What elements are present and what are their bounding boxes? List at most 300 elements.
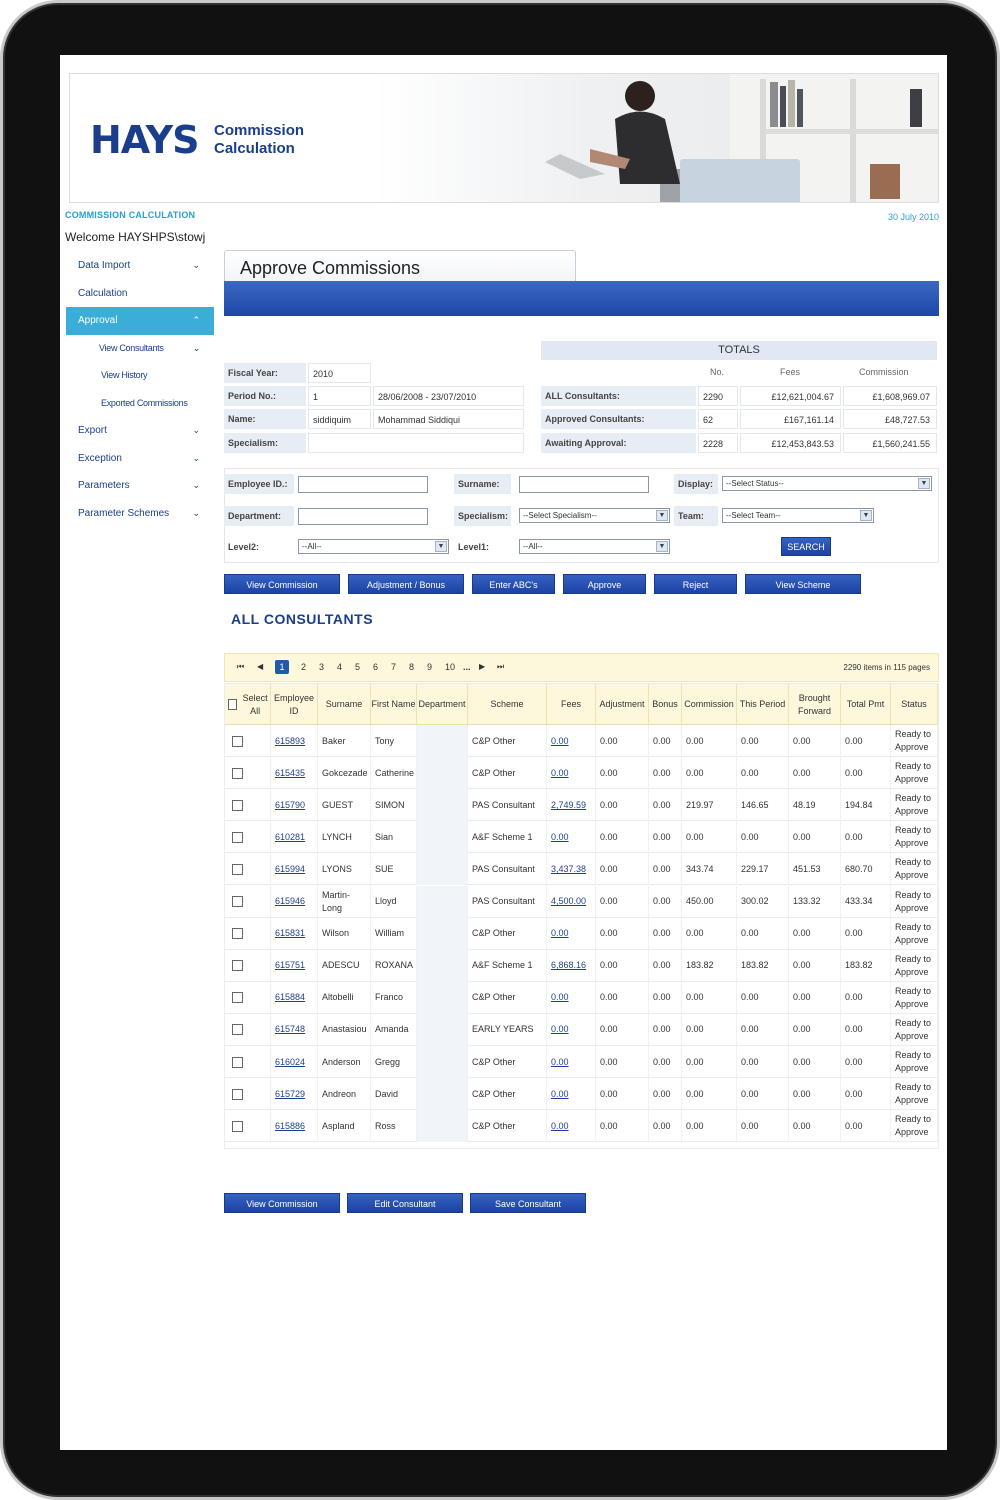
table-cell [271, 886, 318, 918]
row-checkbox[interactable] [232, 1121, 243, 1132]
table-cell [318, 950, 371, 982]
table-cell [371, 982, 417, 1014]
table-cell [417, 853, 468, 885]
cell-id[interactable]: 615790 [275, 799, 306, 810]
search-button[interactable]: SEARCH [781, 537, 831, 556]
table-cell [318, 789, 371, 821]
level1-select[interactable]: --All-- ▼ [519, 539, 670, 554]
specialism-value [308, 433, 524, 453]
adjustment-bonus-button[interactable]: Adjustment / Bonus [348, 574, 464, 594]
sidebar-nav [66, 252, 214, 527]
table-row [225, 1046, 938, 1078]
first-page-icon[interactable]: ⏮ [237, 662, 245, 671]
sidebar-item-parameters[interactable]: Parameters ⌄ [66, 472, 214, 500]
cell-id[interactable]: 610281 [275, 831, 306, 842]
row-checkbox[interactable] [232, 736, 243, 747]
column-header[interactable]: Adjustment [596, 684, 649, 725]
cell-adj: 0.00 [600, 767, 618, 778]
sidebar-item-view-consultants[interactable]: View Consultants ⌄ [66, 335, 214, 363]
table-cell [891, 789, 938, 821]
table-cell [649, 757, 682, 789]
select-cell [225, 886, 271, 918]
period-range: 28/06/2008 - 23/07/2010 [373, 386, 524, 406]
page-link[interactable]: 10 [445, 662, 456, 672]
table-cell [417, 1078, 468, 1110]
table-cell [318, 886, 371, 918]
cell-bf: 48.19 [793, 799, 816, 810]
cell-bf: 0.00 [793, 735, 811, 746]
cell-status: Ready to Approve [895, 953, 932, 977]
select-cell [225, 725, 271, 757]
cell-total: 433.34 [845, 896, 873, 906]
cell-status: Ready to Approve [895, 1017, 932, 1041]
table-row [225, 821, 938, 853]
table-cell [682, 918, 737, 950]
totals-fees: £12,621,004.67 [740, 386, 841, 406]
cell-id[interactable]: 615751 [275, 960, 306, 971]
chevron-down-icon: ⌄ [192, 425, 200, 435]
cell-fees[interactable]: 0.00 [551, 767, 569, 778]
cell-fees[interactable]: 0.00 [551, 992, 569, 1003]
cell-first: ROXANA [375, 960, 414, 971]
cell-adj: 0.00 [600, 928, 618, 939]
cell-status: Ready to Approve [895, 857, 932, 881]
column-header[interactable]: Surname [318, 684, 371, 725]
table-cell [318, 1046, 371, 1078]
page-ellipsis[interactable]: ... [463, 662, 471, 672]
table-row [225, 950, 938, 982]
cell-fees[interactable]: 0.00 [551, 1056, 569, 1067]
table-cell [789, 1014, 841, 1046]
chevron-down-icon: ▼ [656, 510, 668, 521]
table-cell [468, 757, 547, 789]
page-link[interactable]: 6 [373, 662, 379, 672]
row-checkbox[interactable] [232, 1057, 243, 1068]
table-cell [547, 1046, 596, 1078]
table-cell [789, 886, 841, 918]
cell-scheme: C&P Other [472, 1056, 516, 1067]
cell-bf: 0.00 [793, 1024, 811, 1035]
section-title: ALL CONSULTANTS [231, 611, 374, 627]
totals-title: TOTALS [541, 341, 937, 360]
cell-first: Catherine [375, 767, 415, 778]
cell-bf: 133.32 [793, 896, 821, 906]
column-header[interactable]: Scheme [468, 684, 547, 725]
column-header[interactable]: Department [417, 684, 468, 725]
row-checkbox[interactable] [232, 1089, 243, 1100]
cell-fees[interactable]: 2,749.59 [551, 799, 587, 810]
table-cell [841, 853, 891, 885]
row-checkbox[interactable] [232, 960, 243, 971]
cell-adj: 0.00 [600, 1024, 618, 1035]
enter-abc-button[interactable]: Enter ABC's [472, 574, 555, 594]
cell-total: 0.00 [845, 1088, 863, 1099]
table-cell [468, 1014, 547, 1046]
cell-surname: Anderson [322, 1056, 361, 1067]
table-cell [789, 757, 841, 789]
name-label: Name: [224, 409, 306, 429]
chevron-down-icon: ▼ [435, 541, 447, 552]
table-cell [841, 918, 891, 950]
table-cell [841, 886, 891, 918]
table-cell [547, 789, 596, 821]
table-cell [737, 1014, 789, 1046]
table-cell [649, 918, 682, 950]
column-header[interactable]: Brought Forward [789, 684, 841, 725]
cell-adj: 0.00 [600, 960, 618, 971]
row-checkbox[interactable] [232, 768, 243, 779]
cell-bf: 0.00 [793, 767, 811, 778]
title-bar [224, 281, 939, 316]
cell-surname: Andreon [322, 1088, 357, 1099]
cell-bonus: 0.00 [653, 735, 671, 746]
cell-scheme: C&P Other [472, 1120, 516, 1131]
specialism-select[interactable]: --Select Specialism-- ▼ [519, 508, 670, 523]
table-cell [891, 918, 938, 950]
totals-no: 2228 [698, 433, 738, 453]
cell-fees[interactable]: 0.00 [551, 1120, 569, 1131]
table-cell [789, 1110, 841, 1142]
cell-period: 0.00 [741, 1024, 759, 1035]
table-cell [417, 950, 468, 982]
cell-surname: GUEST [322, 799, 354, 810]
cell-period: 0.00 [741, 992, 759, 1003]
table-cell [737, 1078, 789, 1110]
select-cell [225, 918, 271, 950]
table-cell [371, 886, 417, 918]
cell-status: Ready to Approve [895, 729, 932, 752]
row-checkbox[interactable] [232, 896, 243, 907]
page-link[interactable]: 2 [301, 662, 307, 672]
sidebar-item-data-import[interactable]: Data Import ⌄ [66, 252, 214, 280]
totals-commission: £1,560,241.55 [843, 433, 937, 453]
table-cell [318, 982, 371, 1014]
table-cell [417, 1046, 468, 1078]
table-cell [547, 821, 596, 853]
cell-total: 0.00 [845, 1120, 863, 1131]
cell-bonus: 0.00 [653, 928, 671, 939]
cell-fees[interactable]: 0.00 [551, 928, 569, 939]
table-cell [271, 821, 318, 853]
cell-total: 0.00 [845, 767, 863, 778]
level2-select[interactable]: --All-- ▼ [298, 539, 449, 554]
column-header[interactable]: First Name [371, 684, 417, 725]
table-cell [271, 853, 318, 885]
table-cell [271, 757, 318, 789]
cell-fees[interactable]: 3,437.38 [551, 863, 587, 874]
totals-no: 62 [698, 409, 738, 429]
table-header [225, 684, 938, 725]
table-cell [271, 1078, 318, 1110]
chevron-down-icon: ▼ [656, 541, 668, 552]
cell-id[interactable]: 615893 [275, 735, 306, 746]
cell-fees[interactable]: 0.00 [551, 1024, 569, 1035]
table-cell [318, 1110, 371, 1142]
page-link-current[interactable]: 1 [275, 660, 289, 674]
team-select[interactable]: --Select Team-- ▼ [722, 508, 874, 523]
table-cell [649, 886, 682, 918]
table-cell [271, 950, 318, 982]
sidebar-item-parameter-schemes[interactable]: Parameter Schemes ⌄ [66, 500, 214, 528]
cell-bonus: 0.00 [653, 767, 671, 778]
sidebar-item-export[interactable]: Export ⌄ [66, 417, 214, 445]
page-link[interactable]: 8 [409, 662, 415, 672]
cell-adj: 0.00 [600, 1056, 618, 1067]
display-select[interactable]: --Select Status-- ▼ [722, 476, 932, 491]
cell-bf: 0.00 [793, 1056, 811, 1067]
column-header[interactable]: Fees [547, 684, 596, 725]
header-banner [69, 73, 939, 203]
table-cell [737, 757, 789, 789]
surname-input[interactable] [519, 476, 649, 493]
cell-status: Ready to Approve [895, 921, 932, 945]
table-cell [371, 853, 417, 885]
page-link[interactable]: 5 [355, 662, 361, 672]
column-header[interactable]: Status [891, 684, 938, 725]
cell-first: Franco [375, 992, 404, 1003]
table-row [225, 918, 938, 950]
cell-scheme: C&P Other [472, 928, 516, 939]
table-cell [596, 725, 649, 757]
table-cell [318, 1078, 371, 1110]
chevron-down-icon: ⌄ [192, 507, 200, 518]
row-checkbox[interactable] [232, 800, 243, 811]
table-cell [649, 1046, 682, 1078]
cell-comm: 0.00 [686, 831, 704, 842]
table-cell [737, 821, 789, 853]
table-cell [682, 853, 737, 885]
table-cell [318, 918, 371, 950]
cell-scheme: C&P Other [472, 767, 516, 778]
table-cell [596, 1110, 649, 1142]
table-cell [468, 853, 547, 885]
table-cell [417, 918, 468, 950]
view-scheme-button[interactable]: View Scheme [745, 574, 861, 594]
table-cell [789, 821, 841, 853]
sidebar-item-approval[interactable]: Approval ⌃ [66, 307, 214, 335]
period-label: Period No.: [224, 386, 306, 406]
select-cell [225, 1078, 271, 1110]
section-label: COMMISSION CALCULATION [65, 210, 196, 220]
chevron-down-icon: ⌄ [192, 260, 200, 270]
banner-photo [430, 74, 939, 203]
totals-label: ALL Consultants: [541, 386, 696, 406]
cell-total: 0.00 [845, 992, 863, 1003]
sidebar-item-exception[interactable]: Exception ⌄ [66, 445, 214, 473]
cell-status: Ready to Approve [895, 825, 932, 849]
select-cell [225, 853, 271, 885]
sidebar-item-calculation[interactable]: Calculation [78, 287, 128, 299]
sidebar-item-view-history[interactable]: View History [101, 370, 148, 380]
table-cell [737, 1046, 789, 1078]
approve-button[interactable]: Approve [563, 574, 646, 594]
cell-id[interactable]: 615884 [275, 992, 306, 1003]
view-commission-button[interactable]: View Commission [224, 574, 340, 594]
table-cell [737, 950, 789, 982]
save-consultant-button[interactable]: Save Consultant [470, 1193, 586, 1213]
view-commission-bottom-button[interactable]: View Commission [224, 1193, 340, 1213]
totals-col-no: No. [710, 367, 725, 377]
specialism-filter-label: Specialism: [454, 506, 511, 526]
cell-id[interactable]: 616024 [275, 1056, 306, 1067]
cell-period: 229.17 [741, 863, 769, 874]
table-cell [841, 789, 891, 821]
select-cell [225, 1110, 271, 1142]
table-cell [682, 821, 737, 853]
chevron-down-icon: ⌄ [192, 480, 200, 490]
last-page-icon[interactable]: ⏭ [497, 662, 505, 671]
cell-bonus: 0.00 [653, 896, 671, 906]
table-cell [547, 853, 596, 885]
cell-fees[interactable]: 0.00 [551, 831, 569, 842]
cell-status: Ready to Approve [895, 1082, 932, 1106]
cell-total: 0.00 [845, 735, 863, 746]
cell-status: Ready to Approve [895, 889, 932, 913]
table-cell [682, 886, 737, 918]
table-cell [891, 886, 938, 918]
table-cell [417, 789, 468, 821]
table-cell [682, 1078, 737, 1110]
cell-fees[interactable]: 6,868.16 [551, 960, 587, 971]
table-cell [649, 1110, 682, 1142]
table-cell [841, 1046, 891, 1078]
column-select-all[interactable]: Select All [225, 684, 271, 725]
app-subtitle: Commission Calculation [214, 122, 305, 157]
table-cell [547, 725, 596, 757]
table-cell [737, 886, 789, 918]
reject-button[interactable]: Reject [654, 574, 737, 594]
next-page-icon[interactable]: ▶ [479, 662, 486, 671]
cell-bf: 0.00 [793, 960, 811, 971]
row-checkbox[interactable] [232, 928, 243, 939]
cell-bonus: 0.00 [653, 799, 671, 810]
specialism-label: Specialism: [224, 433, 306, 453]
table-cell [891, 1078, 938, 1110]
table-row [225, 789, 938, 821]
cell-comm: 219.97 [686, 799, 714, 810]
table-cell [547, 950, 596, 982]
cell-bf: 451.53 [793, 863, 821, 874]
employee-id-input[interactable] [298, 476, 428, 493]
cell-fees[interactable]: 4,500.00 [551, 896, 587, 906]
table-cell [891, 725, 938, 757]
table-cell [271, 918, 318, 950]
table-cell [682, 1014, 737, 1046]
row-checkbox[interactable] [232, 1024, 243, 1035]
table-cell [841, 1110, 891, 1142]
cell-fees[interactable]: 0.00 [551, 1088, 569, 1099]
cell-bonus: 0.00 [653, 992, 671, 1003]
table-cell [841, 950, 891, 982]
prev-page-icon[interactable]: ◀ [257, 662, 264, 671]
sidebar-item-exported-commissions[interactable]: Exported Commissions [101, 397, 188, 408]
cell-bonus: 0.00 [653, 863, 671, 874]
cell-scheme: C&P Other [472, 992, 516, 1003]
table-cell [371, 918, 417, 950]
table-cell [789, 918, 841, 950]
cell-bf: 0.00 [793, 1088, 811, 1099]
department-label: Department: [224, 506, 294, 526]
table-cell [789, 789, 841, 821]
column-header[interactable]: Commission [682, 684, 737, 725]
cell-id[interactable]: 615946 [275, 896, 306, 906]
page-link[interactable]: 9 [427, 662, 433, 672]
cell-comm: 0.00 [686, 1024, 704, 1035]
cell-id[interactable]: 615886 [275, 1120, 306, 1131]
table-cell [891, 950, 938, 982]
cell-id[interactable]: 615729 [275, 1088, 306, 1099]
cell-first: David [375, 1088, 399, 1099]
column-header[interactable]: Bonus [649, 684, 682, 725]
cell-comm: 0.00 [686, 1120, 704, 1131]
cell-bonus: 0.00 [653, 1024, 671, 1035]
table-cell [682, 1110, 737, 1142]
level1-label: Level1: [458, 542, 490, 552]
table-cell [318, 1014, 371, 1046]
page-link[interactable]: 4 [337, 662, 343, 672]
row-checkbox[interactable] [232, 832, 243, 843]
cell-bonus: 0.00 [653, 1088, 671, 1099]
cell-comm: 0.00 [686, 767, 704, 778]
cell-id[interactable]: 615748 [275, 1024, 306, 1035]
select-all-checkbox[interactable] [228, 699, 237, 710]
table-cell [682, 725, 737, 757]
table-cell [649, 789, 682, 821]
cell-total: 194.84 [845, 799, 873, 810]
table-cell [417, 1014, 468, 1046]
row-checkbox[interactable] [232, 864, 243, 875]
table-cell [841, 1078, 891, 1110]
cell-id[interactable]: 615435 [275, 767, 306, 778]
cell-first: Gregg [375, 1056, 401, 1067]
table-cell [371, 1078, 417, 1110]
hays-logo: HAYS [90, 118, 199, 162]
cell-period: 0.00 [741, 1056, 759, 1067]
table-cell [271, 1110, 318, 1142]
cell-first: Amanda [375, 1024, 409, 1035]
table-cell [649, 853, 682, 885]
current-date: 30 July 2010 [887, 212, 939, 222]
table-cell [468, 982, 547, 1014]
table-row [225, 1014, 938, 1046]
column-header[interactable]: This Period [737, 684, 789, 725]
page-link[interactable]: 7 [391, 662, 397, 672]
table-cell [468, 918, 547, 950]
page-link[interactable]: 3 [319, 662, 325, 672]
cell-id[interactable]: 615994 [275, 863, 306, 874]
table-cell [468, 821, 547, 853]
cell-comm: 450.00 [686, 896, 714, 906]
column-header[interactable]: Total Pmt [841, 684, 891, 725]
cell-first: SUE [375, 863, 394, 874]
select-cell [225, 789, 271, 821]
department-input[interactable] [298, 508, 428, 525]
cell-total: 0.00 [845, 1056, 863, 1067]
cell-status: Ready to Approve [895, 985, 932, 1009]
table-cell [789, 725, 841, 757]
table-cell [371, 950, 417, 982]
table-cell [318, 757, 371, 789]
cell-id[interactable]: 615831 [275, 928, 306, 939]
column-header[interactable]: Employee ID [271, 684, 318, 725]
row-checkbox[interactable] [232, 992, 243, 1003]
table-cell [789, 853, 841, 885]
cell-fees[interactable]: 0.00 [551, 735, 569, 746]
edit-consultant-button[interactable]: Edit Consultant [347, 1193, 463, 1213]
table-cell [371, 757, 417, 789]
table-cell [468, 886, 547, 918]
table-cell [371, 1110, 417, 1142]
